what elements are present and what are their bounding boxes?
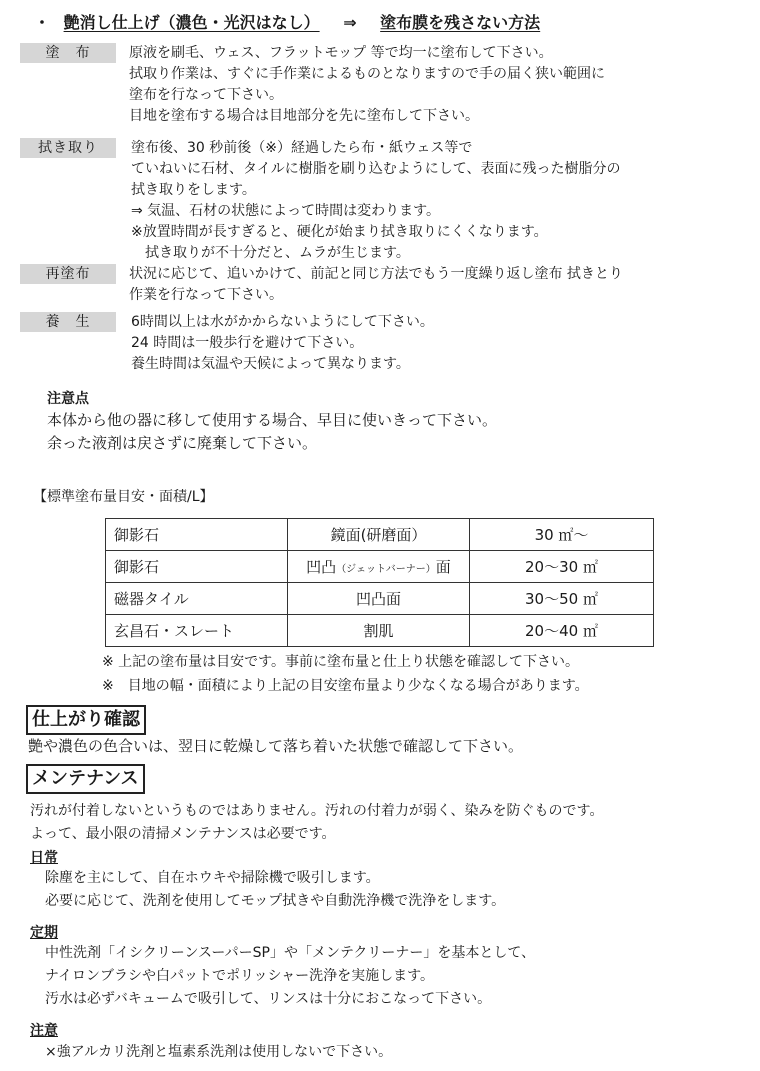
step-line: 状況に応じて、追いかけて、前記と同じ方法でもう一度繰り返し塗布 拭きとり	[129, 266, 623, 282]
step-line: ※放置時間が長すぎると、硬化が始まり拭き取りにくくなります。	[131, 224, 548, 240]
table-row	[106, 519, 654, 551]
periodic-line: 汚水は必ずバキュームで吸引して、リンスは十分におこなって下さい。	[45, 991, 492, 1007]
coverage-note: ※ 上記の塗布量は目安です。事前に塗布量と仕上り状態を確認して下さい。	[102, 654, 580, 670]
maintenance-caution-line: ×強アルカリ洗剤と塩素系洗剤は使用しないで下さい。	[45, 1044, 393, 1060]
finish-main: 凹凸	[306, 558, 337, 576]
maintenance-title: メンテナンス	[26, 764, 145, 794]
step-label-wipe: 拭き取り	[20, 138, 116, 158]
periodic-line: 中性洗剤「イシクリーンスーパーSP」や「メンテクリーナー」を基本として、	[45, 945, 536, 961]
step-line: 拭き取りをします。	[131, 182, 256, 198]
step-line: 拭き取りが不十分だと、ムラが生じます。	[131, 245, 410, 261]
step-line: 作業を行なって下さい。	[129, 287, 283, 303]
table-cell: 鏡面(研磨面）	[288, 519, 470, 551]
step-line: 24 時間は一般歩行を避けて下さい。	[131, 335, 364, 351]
step-label-apply: 塗 布	[20, 43, 116, 63]
finish-suffix: 面	[435, 558, 451, 576]
table-row	[106, 615, 654, 647]
step-line: 6時間以上は水がかからないようにして下さい。	[131, 314, 434, 330]
step-line: ていねいに石材、タイルに樹脂を刷り込むようにして、表面に残った樹脂分の	[131, 161, 621, 177]
step-label-cure: 養 生	[20, 312, 116, 332]
step-line: 養生時間は気温や天候によって異なります。	[131, 356, 410, 372]
table-cell: 20～40 ㎡	[470, 615, 654, 647]
maintenance-intro: よって、最小限の清掃メンテナンスは必要です。	[30, 826, 336, 842]
periodic-line: ナイロンブラシや白パットでポリッシャー洗浄を実施します。	[45, 968, 435, 984]
coverage-title: 【標準塗布量目安・面積/L】	[33, 489, 214, 505]
maintenance-caution-title: 注意	[30, 1023, 58, 1039]
caution-title: 注意点	[47, 391, 89, 407]
step-line: 目地を塗布する場合は目地部分を先に塗布して下さい。	[129, 108, 479, 124]
table-cell: 30～50 ㎡	[470, 583, 654, 615]
step-line: 拭取り作業は、すぐに手作業によるものとなりますので手の届く狭い範囲に	[129, 66, 605, 82]
step-line: 塗布を行なって下さい。	[129, 87, 283, 103]
table-cell: 20～30 ㎡	[470, 551, 654, 583]
table-cell: 30 ㎡～	[470, 519, 654, 551]
heading-arrow: ⇒	[343, 13, 357, 32]
table-cell: 磁器タイル	[106, 583, 288, 615]
table-cell: 御影石	[106, 519, 288, 551]
step-line: 塗布後、30 秒前後（※）経過したら布・紙ウェス等で	[131, 140, 473, 156]
heading-left: 艶消し仕上げ（濃色・光沢はなし）	[63, 13, 320, 32]
periodic-title: 定期	[30, 925, 58, 941]
coverage-note: ※ 目地の幅・面積により上記の目安塗布量より少なくなる場合があります。	[102, 678, 589, 694]
heading-right: 塗布膜を残さない方法	[380, 13, 541, 32]
table-cell: 凹凸面	[288, 583, 470, 615]
caution-line: 余った液剤は戻さずに廃棄して下さい。	[47, 434, 318, 452]
table-row	[106, 583, 654, 615]
coverage-table	[105, 518, 654, 647]
finish-check-title: 仕上がり確認	[26, 705, 146, 735]
table-cell: 玄昌石・スレート	[106, 615, 288, 647]
method-heading	[34, 10, 540, 33]
table-cell: 御影石	[106, 551, 288, 583]
finish-check-text: 艶や濃色の色合いは、翌日に乾燥して落ち着いた状態で確認して下さい。	[28, 737, 524, 755]
caution-line: 本体から他の器に移して使用する場合、早目に使いきって下さい。	[47, 411, 498, 429]
finish-small: （ジェットバーナー）	[336, 564, 436, 575]
table-row	[106, 551, 654, 583]
daily-title: 日常	[30, 850, 58, 866]
step-line: ⇒ 気温、石材の状態によって時間は変わります。	[131, 203, 441, 219]
heading-bullet: ・	[34, 13, 51, 32]
maintenance-intro: 汚れが付着しないというものではありません。汚れの付着力が弱く、染みを防ぐものです。	[30, 803, 604, 819]
daily-line: 必要に応じて、洗剤を使用してモップ拭きや自動洗浄機で洗浄をします。	[45, 893, 506, 909]
daily-line: 除塵を主にして、自在ホウキや掃除機で吸引します。	[45, 870, 380, 886]
step-label-reapply: 再塗布	[20, 264, 116, 284]
table-cell: 割肌	[288, 615, 470, 647]
table-cell	[288, 551, 470, 583]
step-line: 原液を刷毛、ウェス、フラットモップ 等で均一に塗布して下さい。	[129, 45, 553, 61]
